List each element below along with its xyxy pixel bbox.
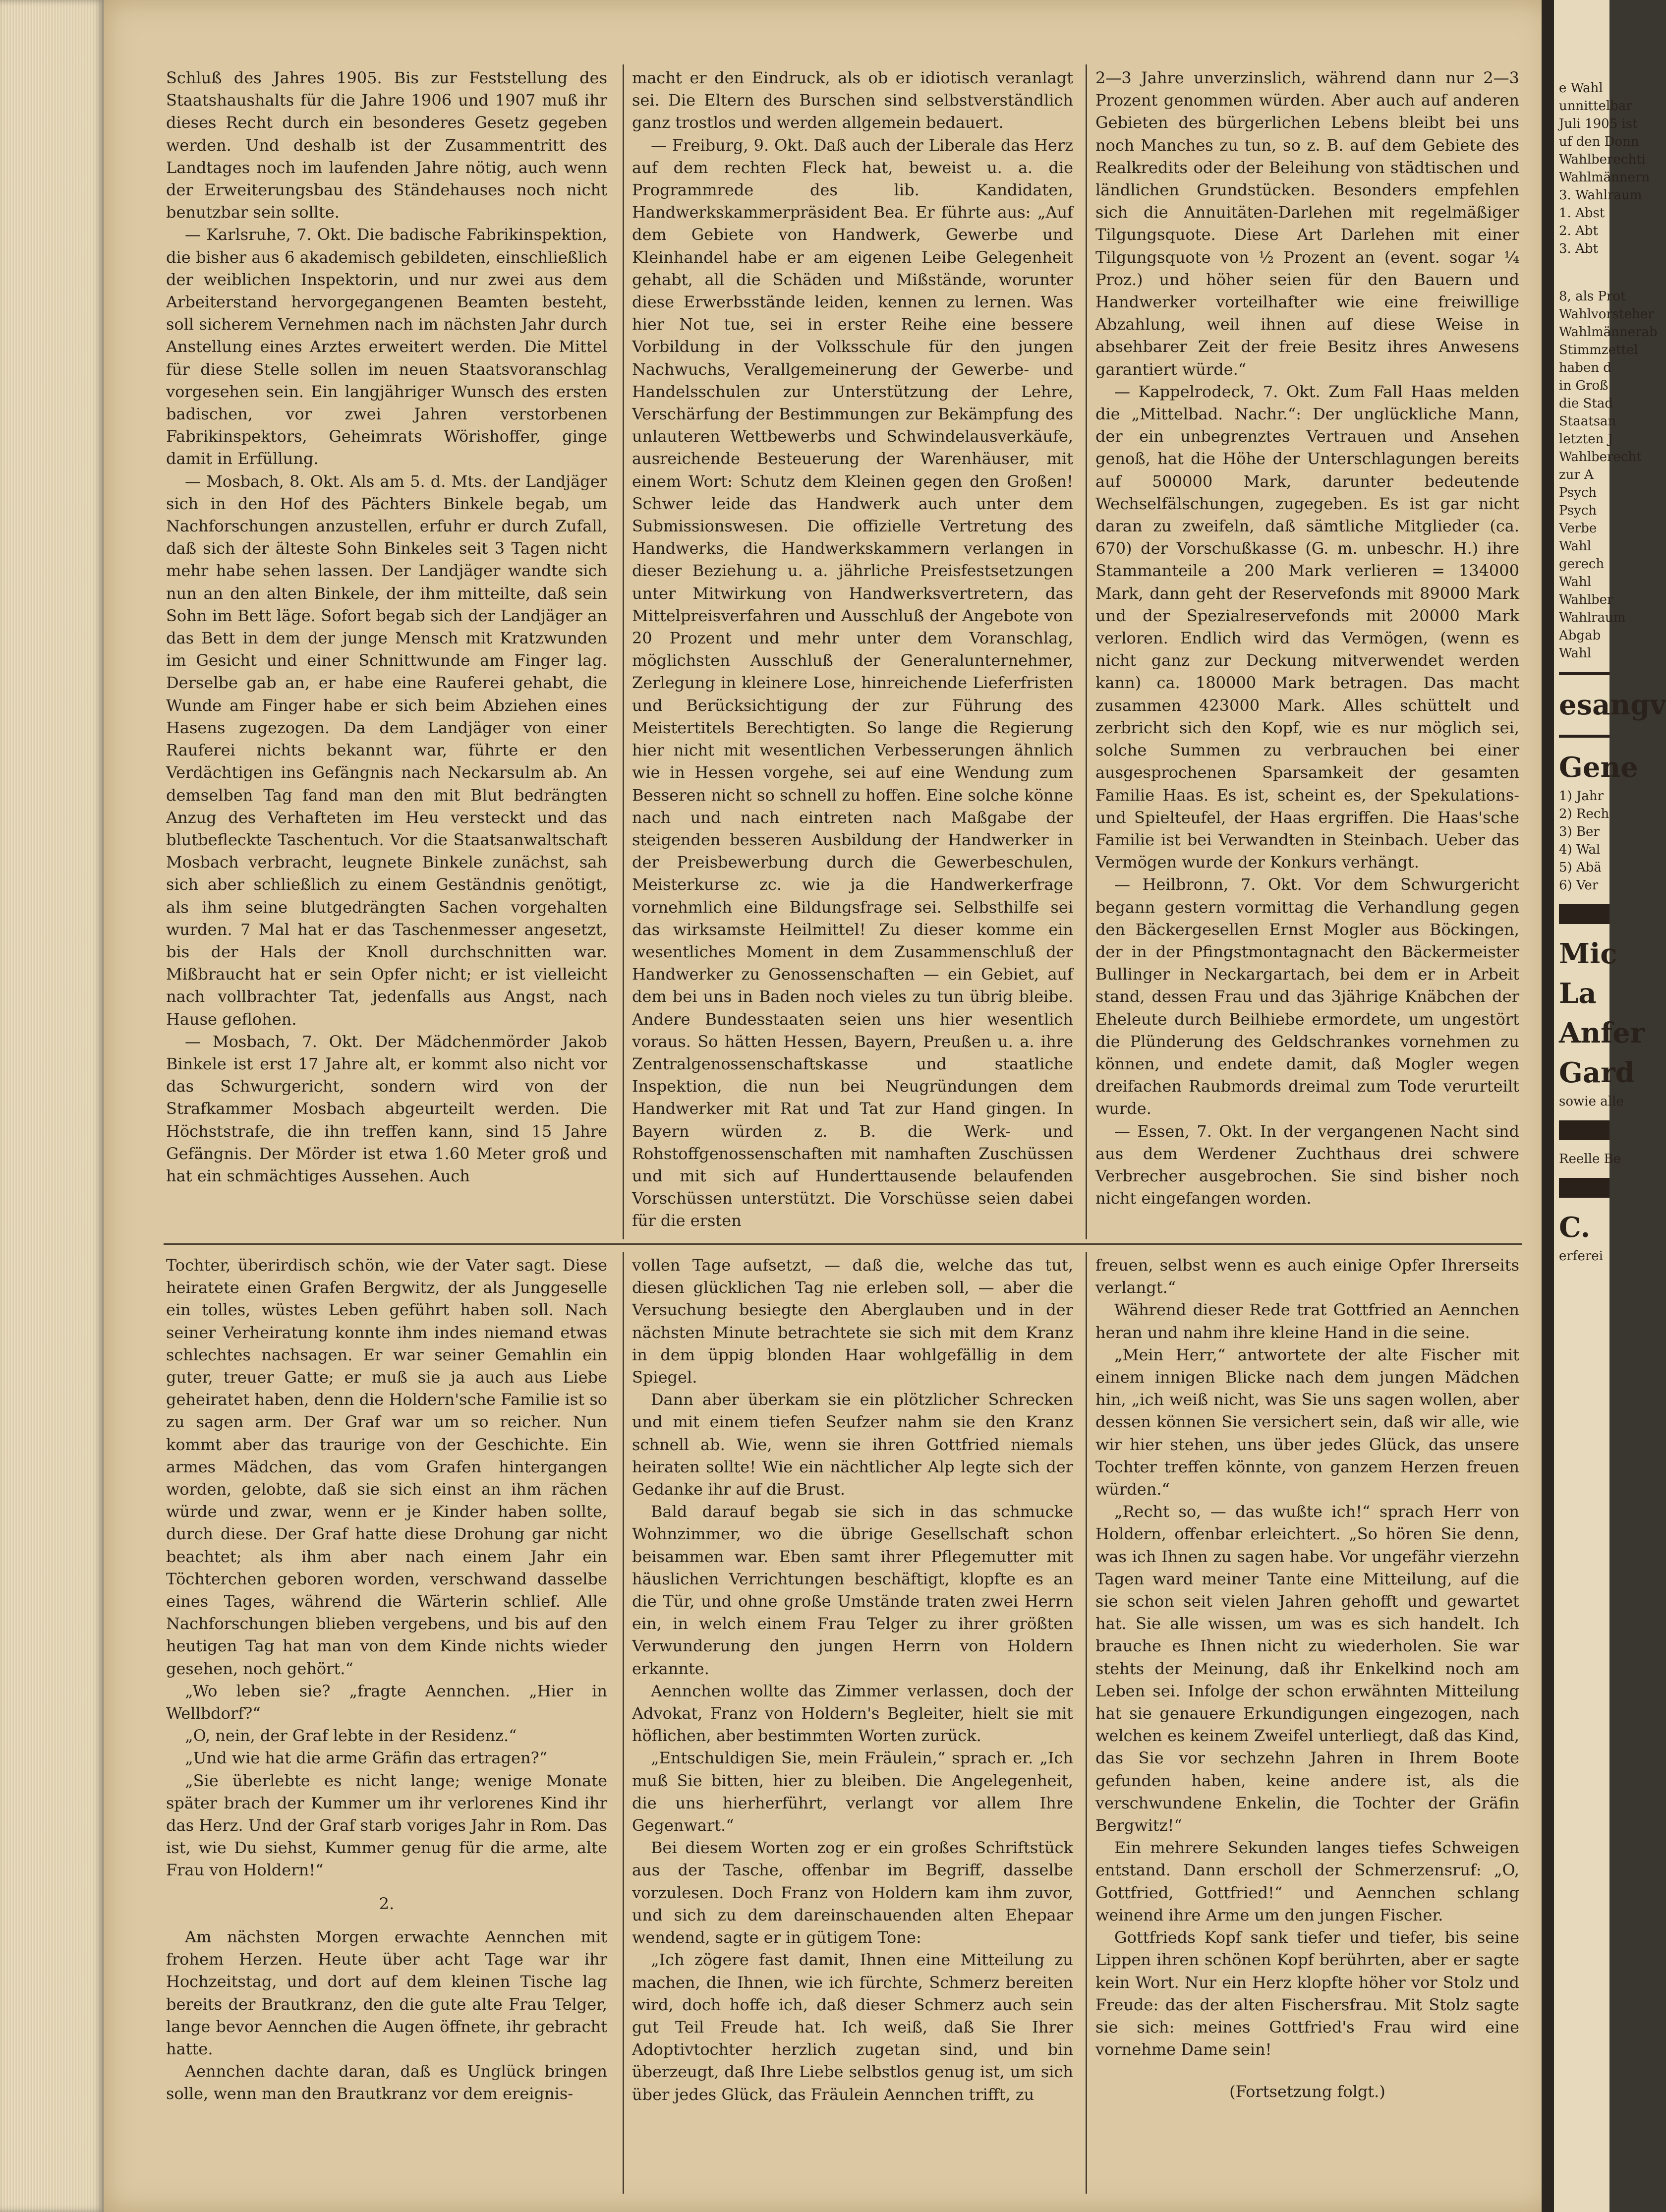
edge-line: erferei [1559, 1249, 1603, 1264]
edge-rule [1559, 904, 1609, 924]
edge-line: 1. Abst [1559, 206, 1605, 221]
news-item-mosbach-1: — Mosbach, 8. Okt. Als am 5. d. Mts. der Landjäger sich in den Hof des Pächters Binkele begab, um Nachforschungen anzustellen, erfuhr er durch Zufall, daß sich der älteste Sohn Binkeles seit 3 Tagen nicht mehr habe sehen lassen. Der Landjäger wandte sich nun an den alten Binkele, der ihm mitteilte, daß sein Sohn im Bett läge. Sofort begab sich der Landjäger an das Bett in dem der junge Mensch mit Kratzwunden im Gesicht und einer Schnittwunde am Finger lag. Derselbe gab an, er habe eine Rauferei gehabt, die Wunde am Finger habe er sich beim Abziehen eines Hasens zugezogen. Da dem Landjäger von einer Rauferei nichts bekannt war, führte er den Verdächtigen ins Gefängnis nach Neckarsulm ab. An demselben Tag fand man den mit Blut bedrängten Anzug des Verhafteten im Heu versteckt und das blutbefleckte Taschentuch. Vor die Staatsanwaltschaft Mosbach verbracht, leugnete Binkele zunächst, sah sich aber schließlich zu einem Geständnis genötigt, als ihm seine blutgedrängten Sachen vorgehalten wurden. 7 Mal hat er das Taschenmesser angesetzt, bis der Hals der Knoll durchschnitten war. Mißbraucht hat er sein Opfer nicht; er ist vielleicht nach vollbrachter Tat, jedenfalls aus Angst, nach Hause geflohen. [166, 471, 607, 1029]
news-column-3 [1095, 67, 1519, 1210]
edge-line: in Groß [1559, 378, 1609, 393]
edge-line: uf den Donn [1559, 134, 1639, 149]
edge-line: 6) Ver [1559, 878, 1599, 893]
edge-line: 8, als Prot [1559, 289, 1626, 304]
story-paragraph: vollen Tage aufsetzt, — daß die, welche das tut, diesen glücklichen Tag nie erleben soll, — aber die Versuchung besiegte den Aberglauben und in der nächsten Minute betrachtete sie sich mit dem Kranz in dem üppig blonden Haar wohlgefällig in dem Spiegel. [632, 1256, 1073, 1387]
edge-line: Wahl [1559, 575, 1592, 589]
story-paragraph: „Ich zögere fast damit, Ihnen eine Mitteilung zu machen, die Ihnen, wie ich fürchte, Schmerz bereiten wird, doch hoffe ich, daß dieser Schmerz auch sein gut Teil Freude hat. Ich weiß, daß Sie Ihrer Adoptivtochter herzlich zugetan sind, und bin überzeugt, daß Ihre Liebe selbstlos genug ist, um sich über jedes Glück, das Fräulein Aennchen trifft, zu [632, 1950, 1073, 2104]
edge-line: unnittelbar [1559, 99, 1632, 114]
edge-heading: C. [1559, 1211, 1591, 1244]
story-paragraph: „Recht so, — das wußte ich!“ sprach Herr von Holdern, offenbar erleichtert. „So hören Sie denn, was ich Ihnen zu sagen habe. Vor ungefähr vierzehn Tagen ward meiner Tante eine Mitteilung, auf die sie schon seit vielen Jahren gehofft und gewartet hat. Sie alle wissen, um was es sich handelt. Ich brauche es Ihnen nicht zu wiederholen. Sie war stehts der Meinung, daß ihr Enkelkind noch am Leben sei. Infolge der schon erwähnten Mitteilung hat sie genauere Erkundigungen eingezogen, nach welchen es keinem Zweifel unterliegt, daß das Kind, das Sie vor sechzehn Jahren in Ihrem Boote gefunden haben, keine andere ist, als die verschwundene Enkelin, die Tochter der Gräfin Bergwitz!“ [1095, 1502, 1519, 1835]
edge-line: letzten J [1559, 432, 1613, 447]
edge-line: 1) Jahr [1559, 789, 1604, 804]
edge-line: e Wahl [1559, 81, 1603, 96]
edge-heading: Mic [1559, 937, 1617, 970]
edge-rule [1559, 672, 1609, 675]
news-paragraph: 2—3 Jahre unverzinslich, während dann nur 2—3 Prozent genommen würden. Aber auch auf anderen Gebieten des bürgerlichen Lebens bleibt bei uns noch Manches zu tun, so z. B. auf dem Gebiete des Realkredits oder der Beleihung von städtischen und ländlichen Grundstücken. Besonders empfehlen sich die Annuitäten-Darlehen mit regelmäßiger Tilgungsquote. Diese Art Darlehen mit einer Tilgungsquote von ½ Prozent an (event. sogar ¼ Proz.) und höher seien für den Bauern und Handwerker vorteilhafter wie eine freiwillige Abzahlung, weil ihnen auf diese Weise in absehbarer Zeit der freie Besitz ihres Anwesens garantiert würde.“ [1095, 68, 1519, 379]
edge-heading: La [1559, 977, 1597, 1010]
edge-line: 3. Wahlraum [1559, 188, 1642, 203]
edge-line: Wahlmännern [1559, 170, 1650, 185]
edge-rule [1559, 1120, 1609, 1140]
story-paragraph: Bei diesem Worten zog er ein großes Schriftstück aus der Tasche, offenbar im Begriff, dasselbe vorzulesen. Doch Franz von Holdern kam ihm zuvor, und sich zu dem dareinschauenden alten Ehepaar wendend, sagte er in gütigem Tone: [632, 1838, 1073, 1947]
edge-line: die Stad [1559, 396, 1613, 411]
story-paragraph: „O, nein, der Graf lebte in der Residenz.“ [185, 1726, 517, 1746]
chapter-number: 2. [379, 1894, 395, 1913]
edge-line: sowie alle [1559, 1094, 1624, 1109]
edge-line: Wahlberechti [1559, 152, 1646, 167]
story-paragraph: Bald darauf begab sie sich in das schmucke Wohnzimmer, wo die übrige Gesellschaft schon beisammen war. Eben samt ihrer Pflegemutter mit häuslichen Verrichtungen beschäftigt, klopfte es an die Tür, und ohne große Umstände traten zwei Herrn ein, in welch einem Frau Telger zu ihrer größten Verwunderung den jungen Herrn von Holdern erkannte. [632, 1502, 1073, 1678]
column-rule-3 [623, 1252, 624, 2194]
edge-lines [1554, 79, 1666, 1265]
story-paragraph: Dann aber überkam sie ein plötzlicher Schrecken und mit einem tiefen Seufzer nahm sie den Kranz schnell ab. Wie, wenn sie ihren Gottfried niemals heiraten sollte! Wie ein nächtlicher Alp legte sich der Gedanke ihr auf die Brust. [632, 1390, 1073, 1499]
column-rule-4 [1086, 1252, 1087, 2194]
edge-line: 2. Abt [1559, 224, 1598, 238]
story-paragraph: Am nächsten Morgen erwachte Aennchen mit frohem Herzen. Heute über acht Tage war ihr Hochzeitstag, und dort auf dem kleinen Tische lag bereits der Brautkranz, den die gute alte Frau Telger, lange bevor Aennchen die Augen öffnete, ihr gebracht hatte. [166, 1927, 607, 2058]
edge-line: Reelle Be [1559, 1152, 1621, 1166]
story-paragraph: Gottfrieds Kopf sank tiefer und tiefer, bis seine Lippen ihren schönen Kopf berührten, aber er sagte kein Wort. Nur ein Herz klopfte höher vor Stolz und Freude: das der alten Fischersfrau. Mit Stolz sagte sie sich: meines Gottfried's Frau wird eine vornehme Dame sein! [1095, 1928, 1519, 2059]
news-item-karlsruhe: — Karlsruhe, 7. Okt. Die badische Fabrikinspektion, die bisher aus 6 akademisch gebildeten, einschließlich der weiblichen Inspektorin, und nur zwei aus dem Arbeiterstand hervorgegangenen Beamten besteht, soll sicherem Vernehmen nach im nächsten Jahr durch Anstellung eines Arztes erweitert werden. Die Mittel für diese Stelle sollen im neuen Staatsvoranschlag vorgesehen sein. Ein langjähriger Wunsch des ersten badischen, vor zwei Jahren verstorbenen Fabrikinspektors, Geheimrats Wörishoffer, ginge damit in Erfüllung. [166, 225, 607, 468]
binding-gutter [1542, 0, 1554, 2212]
story-paragraph: Tochter, überirdisch schön, wie der Vater sagt. Diese heiratete einen Grafen Bergwitz, der als Junggeselle ein tolles, wüstes Leben geführt haben soll. Nach seiner Verheiratung konnte ihm indes niemand etwas schlechtes nachsagen. Er war seiner Gemahlin ein guter, treuer Gatte; er muß sie ja auch aus Liebe geheiratet haben, denn die Holdern'sche Familie ist so zu sagen arm. Der Graf war um so reicher. Nun kommt aber das traurige von der Geschichte. Ein armes Mädchen, das vom Grafen hintergangen worden, gelobte, daß sie sich einst an ihm rächen würde und zwar, wenn er je Kinder haben sollte, durch diese. Der Graf hatte diese Drohung gar nicht beachtet; als ihm aber nach einem Jahr ein Töchterchen geboren worden, verschwand dasselbe eines Tages, während die Wärterin schlief. Alle Nachforschungen blieben vergebens, und bis auf den heutigen Tag hat man von dem Kinde nichts wieder gesehen, noch gehört.“ [166, 1256, 607, 1678]
edge-line: zur A [1559, 467, 1594, 482]
edge-heading: esangv [1559, 689, 1666, 721]
edge-rule [1559, 735, 1609, 738]
edge-line: Stimmzettel [1559, 343, 1638, 357]
edge-line: Wahl [1559, 646, 1592, 661]
edge-line: Verbe [1559, 521, 1597, 536]
edge-line: 3) Ber [1559, 824, 1600, 839]
news-item-mosbach-2: — Mosbach, 7. Okt. Der Mädchenmörder Jakob Binkele ist erst 17 Jahre alt, er kommt also nicht vor das Schwurgericht, sondern wird von der Strafkammer Mosbach abgeurteilt werden. Die Höchststrafe, die ihn treffen kann, sind 15 Jahre Gefängnis. Der Mörder ist etwa 1.60 Meter groß und hat ein schmächtiges Aussehen. Auch [166, 1032, 607, 1185]
news-item-freiburg: — Freiburg, 9. Okt. Daß auch der Liberale das Herz auf dem rechten Fleck hat, beweist u. a. die Programmrede des lib. Kandidaten, Handwerkskammerpräsident Bea. Er führte aus: „Auf dem Gebiete von Handwerk, Gewerbe und Kleinhandel habe er am eigenen Leibe Gelegenheit gehabt, all die Schäden und Mißstände, worunter diese Erwerbsstände leiden, kennen zu lernen. Was hier Not tue, sei in erster Reihe eine bessere Vorbildung in der Volksschule für den jungen Nachwuchs, Verallgemeinerung der Gewerbe- und Handelsschulen zur Unterstützung der Lehre, Verschärfung der Bestimmungen zur Bekämpfung des unlauteren Wettbewerbs und Schwindelausverkäufe, ausreichende Besteuerung der Warenhäuser, mit einem Wort: Schutz dem Kleinen gegen den Großen! Schwer leide das Handwerk auch unter dem Submissionswesen. Die offizielle Vertretung des Handwerks, die Handwerkskammern verlangen in dieser Beziehung u. a. jährliche Preisfestsetzungen unter Mitwirkung von Handwerksvertretern, das Mittelpreisverfahren und Ausschluß der Angebote von 20 Prozent und mehr unter dem Voranschlag, möglichsten Ausschluß der Generalunternehmer, Zerlegung in kleinere Lose, hinreichende Lieferfristen und Berücksichtigung der zur Führung des Meistertitels Berechtigten. So lange die Regierung hier nicht mit wesentlichen Verbesserungen ähnlich wie in Hessen vorgehe, sei auf eine Wendung zum Besseren nicht so schnell zu hoffen. Eine solche könne nach und nach eintreten nach Maßgabe der steigenden besseren Ausbildung der Handwerker in der Preisbewerbung durch die Gewerbeschulen, Meisterkurse zc. wie ja die Handwerkerfrage vornehmlich eine Bildungsfrage sei. Selbsthilfe sei das wirksamste Heilmittel! Zu dieser komme ein wesentliches Moment in dem Zusammenschluß der Handwerker zu Genossenschaften — ein Gebiet, auf dem bei uns in Baden noch vieles zu tun übrig bleibe. Andere Bundesstaaten seien uns hier wesentlich voraus. So hätten Hessen, Bayern, Preußen u. a. ihre Zentralgenossenschaftskasse und staatliche Inspektion, die nun bei Neugründungen dem Handwerker mit Rat und Tat zur Hand gingen. In Bayern würden z. B. die Werk- und Rohstoffgenossenschaften mit namhaften Zuschüssen und mit sich auf Hunderttausende belaufenden Vorschüssen unterstützt. Die Vorschüsse seien dabei für die ersten [632, 135, 1073, 1230]
edge-line: Wahlmännerab [1559, 325, 1658, 340]
story-paragraph: „Mein Herr,“ antwortete der alte Fischer mit einem innigen Blicke nach dem jungen Mädchen hin, „ich weiß nicht, was Sie uns sagen wollen, aber dessen können Sie versichert sein, daß wir alle, wie wir hier stehen, uns über jedes Glück, das unsere Tochter treffen könnte, von ganzem Herzen freuen würden.“ [1095, 1345, 1519, 1499]
story-column-2 [632, 1254, 1073, 2106]
story-paragraph: Während dieser Rede trat Gottfried an Aennchen heran und nahm ihre kleine Hand in die seine. [1095, 1300, 1519, 1342]
edge-line: haben d [1559, 360, 1611, 375]
story-paragraph: „Sie überlebte es nicht lange; wenige Monate später brach der Kummer um ihr verlorenes Kind ihr das Herz. Und der Graf starb voriges Jahr in Rom. Das ist, wie Du siehst, Kummer genug für die arme, alte Frau von Holdern!“ [166, 1771, 607, 1880]
edge-line: gerech [1559, 557, 1605, 572]
column-rule-1 [623, 64, 624, 1239]
edge-line: Wahlvorsteher [1559, 307, 1654, 322]
edge-line: Wahlberecht [1559, 450, 1642, 465]
edge-line: Abgab [1559, 628, 1601, 643]
edge-line: 4) Wal [1559, 842, 1601, 857]
story-paragraph: Ein mehrere Sekunden langes tiefes Schweigen entstand. Dann erscholl der Schmerzensruf: „O, Gottfried, Gottfried!“ und Aennchen schlang weinend ihre Arme um den jungen Fischer. [1095, 1838, 1519, 1924]
story-paragraph: „Entschuldigen Sie, mein Fräulein,“ sprach er. „Ich muß Sie bitten, hier zu bleiben. Die Angelegenheit, die uns hierherführt, verlangt vor allem Ihre Gegenwart.“ [632, 1748, 1073, 1835]
story-paragraph: Aennchen wollte das Zimmer verlassen, doch der Advokat, Franz von Holdern's Begleiter, hielt sie mit höflichen, aber bestimmten Worten zurück. [632, 1681, 1073, 1746]
edge-heading: Gard [1559, 1056, 1635, 1089]
continuation-note: (Fortsetzung folgt.) [1229, 2082, 1385, 2101]
edge-line: Staatsan [1559, 414, 1616, 429]
edge-line: 3. Abt [1559, 241, 1598, 256]
edge-heading: Anfer [1559, 1017, 1645, 1049]
story-column-3 [1095, 1254, 1519, 2103]
story-paragraph: Aennchen dachte daran, daß es Unglück bringen solle, wenn man den Brautkranz vor dem ereignis- [166, 2062, 607, 2103]
news-column-1 [166, 67, 607, 1187]
section-divider [164, 1243, 1522, 1245]
news-item-heilbronn: — Heilbronn, 7. Okt. Vor dem Schwurgericht begann gestern vormittag die Verhandlung gegen den Bäckergesellen Ernst Mogler aus Böckingen, der in der Pfingstmontagnacht den Bäckermeister Bullinger in Neckargartach, bei dem er in Arbeit stand, dessen Frau und das 3jährige Knäbchen der Eheleute durch Beilhiebe ermordete, um ungestört die Plünderung des Geldschrankes vornehmen zu können, und endete damit, daß Mogler wegen dreifachen Raubmords dreimal zum Tode verurteilt wurde. [1095, 875, 1519, 1118]
book-page-stack [0, 0, 104, 2212]
story-paragraph: „Und wie hat die arme Gräfin das ertragen?“ [185, 1748, 548, 1768]
edge-line: Juli 1905 ist [1559, 116, 1638, 131]
story-paragraph: „Wo leben sie? „fragte Aennchen. „Hier in Wellbdorf?“ [166, 1681, 607, 1723]
news-column-2 [632, 67, 1073, 1232]
adjacent-page-edge [1554, 0, 1666, 2212]
news-paragraph: macht er den Eindruck, als ob er idiotisch veranlagt sei. Die Eltern des Burschen sind selbstverständlich ganz trostlos und werden allgemein bedauert. [632, 68, 1073, 132]
news-item-essen: — Essen, 7. Okt. In der vergangenen Nacht sind aus dem Werdener Zuchthaus drei schwere Verbrecher ausgebrochen. Sie sind bisher noch nicht eingefangen worden. [1095, 1121, 1519, 1208]
edge-heading: Gene [1559, 751, 1638, 784]
story-column-1 [166, 1254, 607, 2105]
edge-line: Wahlraum [1559, 610, 1626, 625]
edge-rule [1559, 1178, 1609, 1198]
edge-line: 5) Abä [1559, 860, 1602, 875]
edge-line: Psych [1559, 485, 1597, 500]
news-paragraph: Schluß des Jahres 1905. Bis zur Feststellung des Staatshaushalts für die Jahre 1906 und 1907 muß ihr dieses Recht durch ein besonderes Gesetz gegeben werden. Und deshalb ist der Zusammentritt des Landtages noch im laufenden Jahre nötig, auch wenn der Erweiterungsbau des Ständehauses noch nicht benutzbar sein sollte. [166, 68, 607, 222]
news-item-kappelrodeck: — Kappelrodeck, 7. Okt. Zum Fall Haas melden die „Mittelbad. Nachr.“: Der unglückliche Mann, der ein unbegrenztes Vertrauen und Ansehen genoß, hat die Höhe der Unterschlagungen bereits auf 500000 Mark, darunter bedeutende Wechselfälschungen, zugegeben. Es ist gar nicht daran zu zweifeln, daß sämtliche Mitglieder (ca. 670) der Vorschußkasse (G. m. unbeschr. H.) ihre Stammanteile a 200 Mark verlieren = 134000 Mark, dann geht der Reservefonds mit 89000 Mark und der Spezialreservefonds mit 20000 Mark verloren. Endlich wird das Vermögen, (wenn es nicht ganz zur Deckung mitverwendet werden kann) ca. 180000 Mark betragen. Das macht zusammen 423000 Mark. Alles schüttelt und zerbricht sich den Kopf, wie es nur möglich sei, solche Summen zu verbrauchen bei einer ausgesprochenen Sparsamkeit der gesamten Familie Haas. Es ist, scheint es, der Spekulations- und Spielteufel, der Haas ergriffen. Die Haas'sche Familie ist bei Verwandten in Steinbach. Ueber das Vermögen wurde der Konkurs verhängt. [1095, 382, 1519, 872]
story-paragraph: freuen, selbst wenn es auch einige Opfer Ihrerseits verlangt.“ [1095, 1256, 1519, 1297]
column-rule-2 [1086, 64, 1087, 1239]
edge-line: Wahl [1559, 539, 1592, 554]
edge-line: 2) Rech [1559, 807, 1609, 821]
edge-line: Wahlber [1559, 592, 1613, 607]
edge-line: Psych [1559, 503, 1597, 518]
